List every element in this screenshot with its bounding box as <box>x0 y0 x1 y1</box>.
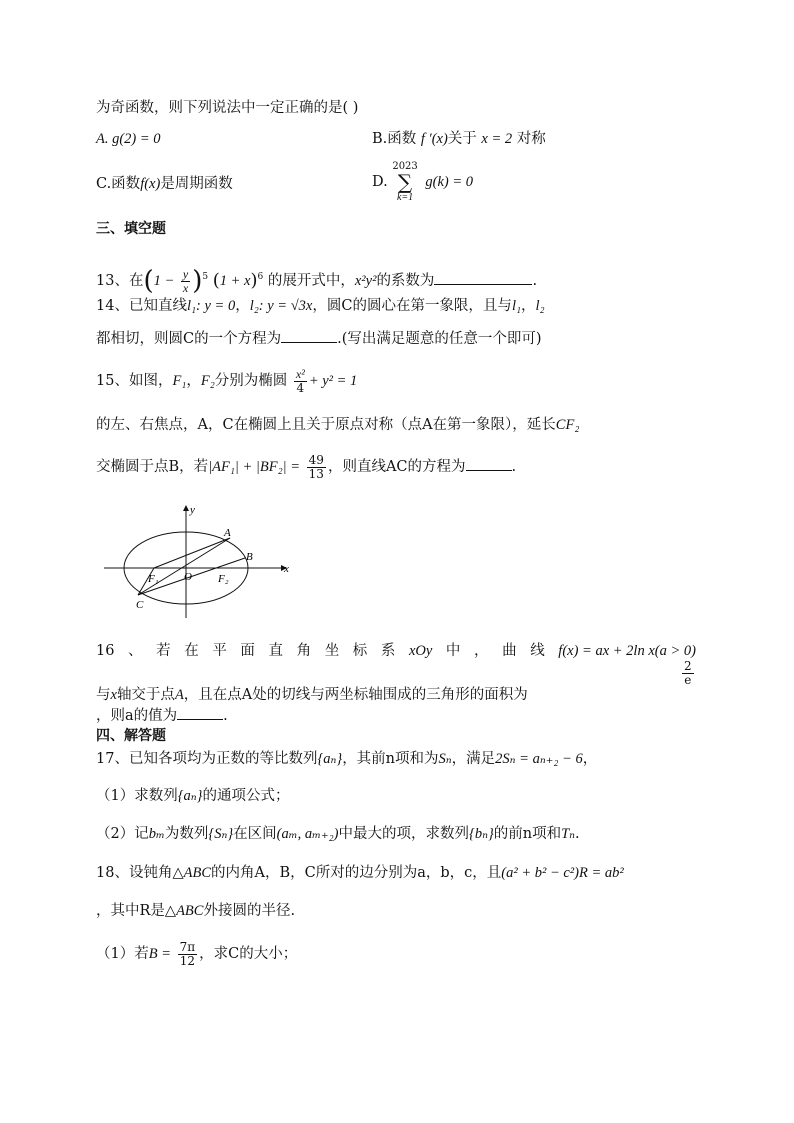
q15-line3: 交椭圆于点B，若|AF₁| + |BF₂| = $\frac{49}{13}$ ，则直线AC的方程为 . <box>96 452 517 481</box>
q16-char: 直 <box>268 643 284 659</box>
label-b: B <box>246 551 253 563</box>
q13-answer-blank[interactable] <box>434 270 532 285</box>
q16-char: 角 <box>296 643 312 659</box>
label-x: x <box>284 563 289 575</box>
q14-line1: 14、已知直线l₁: y = 0，l₂: y = √3x，圆C的圆心在第一象限，且与l₁，l₂ <box>96 298 545 314</box>
section-3-heading: 三、填空题 <box>96 221 166 237</box>
q15-line1: 15、如图，F₁，F₂分别为椭圆 $\frac{\text{x²}}{4}$ + y² = 1 <box>96 366 358 395</box>
q16-char: f(x) = ax + 2ln x(a > 0) <box>558 643 696 659</box>
q12-stem-tail: 为奇函数，则下列说法中一定正确的是( ) <box>96 100 359 116</box>
q16-answer-blank[interactable] <box>177 705 223 720</box>
q18-part1: （1）若B = $\frac{7\pi}{12}$ ，求C的大小； <box>96 939 298 968</box>
label-y: y <box>190 504 195 516</box>
q16-area-fraction: $\frac{2}{e}$ <box>684 659 692 687</box>
q12-option-b: B.函数 f ′(x)关于 x = 2 对称 <box>372 131 546 147</box>
q16-char: 、 <box>128 643 143 659</box>
q16-char: 16 <box>96 643 115 659</box>
q16-char: 中 <box>445 643 461 659</box>
ellipse-figure <box>100 500 300 620</box>
q15-answer-blank[interactable] <box>466 456 512 471</box>
q16-char: 在 <box>184 643 199 659</box>
segment-f1a <box>154 538 230 568</box>
label-c: C <box>136 599 144 611</box>
q14-answer-blank[interactable] <box>281 328 337 343</box>
q16-char: 平 <box>212 643 227 659</box>
q16-char: ， <box>474 643 489 659</box>
q15-line2: 的左、右焦点，A，C在椭圆上且关于原点对称（点A在第一象限），延长CF₂ <box>96 417 580 433</box>
label-a: A <box>224 527 231 539</box>
q16-char: 标 <box>352 643 368 659</box>
q16-char: 面 <box>240 643 255 659</box>
q16-char: xOy <box>408 643 433 659</box>
segment-ac <box>138 538 230 595</box>
q18-stem: 18、设钝角△ABC的内角A，B，C所对的边分别为a，b，c，且(a² + b² − c²)R = ab² <box>96 865 624 881</box>
q14-line2: 都相切，则圆C的一个方程为 .(写出满足题意的任意一个即可) <box>96 328 542 350</box>
q16-char: 系 <box>380 643 396 659</box>
q16-char: 坐 <box>324 643 340 659</box>
q12-option-c: C.函数f(x)是周期函数 <box>96 176 233 192</box>
q17-part2: （2）记bₘ为数列{Sₙ}在区间(aₘ, aₘ₊₂)中最大的项，求数列{bₙ}的前n项和Tₙ. <box>96 826 580 842</box>
label-o: O <box>184 571 192 583</box>
q12-option-d: D. 2023 ∑ k=1 g(k) = 0 <box>372 161 474 203</box>
q16-char: 线 <box>530 643 545 659</box>
section-4-heading: 四、解答题 <box>96 728 166 744</box>
q18-stem-line2: ，其中R是△ABC外接圆的半径. <box>96 903 296 919</box>
q16-char: 曲 <box>502 643 517 659</box>
q16-line1 <box>96 640 696 662</box>
q16-line2: 与x轴交于点A，且在点A处的切线与两坐标轴围成的三角形的面积为 <box>96 687 528 703</box>
q17-part1: （1）求数列{aₙ}的通项公式； <box>96 788 290 804</box>
label-f2: F₂ <box>218 573 229 585</box>
q13: 13、在(1 − $\frac{y}{x}$ )$^5$ $(1 + x)^6$ 的展开式中，x²y²的系数为 . <box>96 266 538 296</box>
q17-stem: 17、已知各项均为正数的等比数列{aₙ}，其前n项和为Sₙ，满足2Sₙ = aₙ₊₂ − 6， <box>96 751 598 767</box>
label-f1: F₁ <box>148 573 159 585</box>
summation-sign: 2023 ∑ k=1 <box>392 161 418 203</box>
q12-option-a: A. g(2) = 0 <box>96 131 161 147</box>
q16-char: 若 <box>156 643 171 659</box>
q16-line3: ，则a的值为 . <box>96 705 228 727</box>
